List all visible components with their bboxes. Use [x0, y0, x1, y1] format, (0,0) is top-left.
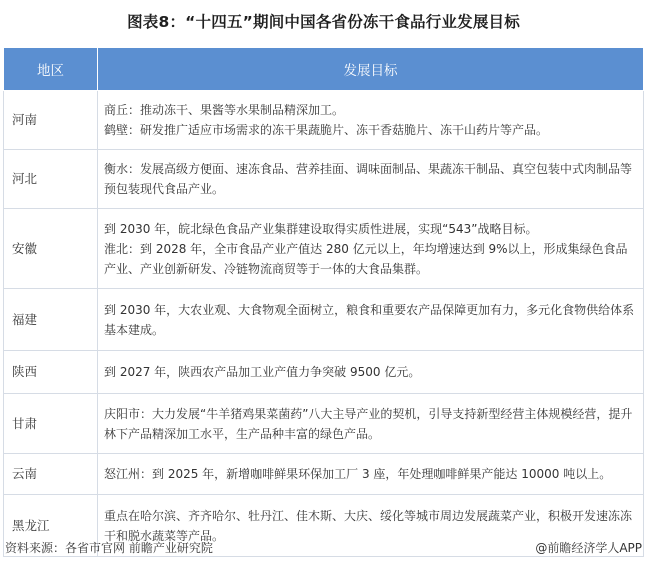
table-row [4, 394, 644, 454]
goals-table-container [3, 47, 643, 557]
chart-title: 图表8：“十四五”期间中国各省份冻干食品行业发展目标 [127, 13, 520, 31]
table-row [4, 91, 644, 150]
goal-text: 淮北：到 2028 年，全市食品产业产值达 280 亿元以上，年均增速达到 9%以上，形成集绿色食品产业、产业创新研发、冷链物流商贸等于一体的大食品集群。 [104, 241, 628, 276]
region-cell: 福建 [4, 289, 98, 351]
region-cell: 河北 [4, 150, 98, 209]
goal-text: 到 2027 年，陕西农产品加工业产值力争突破 9500 亿元。 [104, 365, 421, 379]
table-row [4, 150, 644, 209]
goal-text: 鹤壁：研发推广适应市场需求的冻干果蔬脆片、冻干香菇脆片、冻干山药片等产品。 [104, 123, 549, 137]
goal-text: 到 2030 年，皖北绿色食品产业集群建设取得实质性进展，实现“543”战略目标。 [104, 221, 538, 236]
table-row [4, 351, 644, 394]
table-row [4, 289, 644, 351]
goal-text: 怒江州：到 2025 年，新增咖啡鲜果环保加工厂 3 座，年处理咖啡鲜果产能达 10000 吨以上。 [104, 467, 612, 481]
goal-cell [98, 289, 644, 351]
region-cell: 云南 [4, 454, 98, 495]
header-goal: 发展目标 [98, 48, 644, 91]
brand-credit: @前瞻经济学人APP [535, 541, 642, 555]
table-row [4, 454, 644, 495]
region-cell: 黑龙江 [4, 495, 98, 557]
region-cell: 安徽 [4, 209, 98, 289]
goal-cell [98, 351, 644, 394]
source-note: 资料来源：各省市官网 前瞻产业研究院 [5, 541, 213, 555]
goal-cell [98, 91, 644, 150]
footer [5, 539, 642, 556]
goals-table [3, 47, 644, 557]
region-cell: 陕西 [4, 351, 98, 394]
region-cell: 甘肃 [4, 394, 98, 454]
region-cell: 河南 [4, 91, 98, 150]
goal-cell [98, 454, 644, 495]
goal-cell [98, 394, 644, 454]
header-region: 地区 [4, 48, 98, 91]
table-row [4, 209, 644, 289]
goal-text: 衡水：发展高级方便面、速冻食品、营养挂面、调味面制品、果蔬冻干制品、真空包装中式肉制品等预包装现代食品产业。 [104, 162, 633, 196]
goal-text: 庆阳市：大力发展“牛羊猪鸡果菜菌药”八大主导产业的契机，引导支持新型经营主体规模经营，提升林下产品精深加工水平，生产品种丰富的绿色产品。 [104, 406, 633, 441]
goal-text: 到 2030 年，大农业观、大食物观全面树立，粮食和重要农产品保障更加有力，多元化食物供给体系基本建成。 [104, 302, 635, 337]
goal-text: 商丘：推动冻干、果酱等水果制品精深加工。 [104, 103, 345, 117]
goal-cell [98, 209, 644, 289]
table-header-row [4, 48, 644, 91]
goal-cell [98, 150, 644, 209]
goal-text: 重点在哈尔滨、齐齐哈尔、牡丹江、佳木斯、大庆、绥化等城市周边发展蔬菜产业，积极开发速冻冻干和脱水蔬菜等产品。 [104, 508, 633, 543]
